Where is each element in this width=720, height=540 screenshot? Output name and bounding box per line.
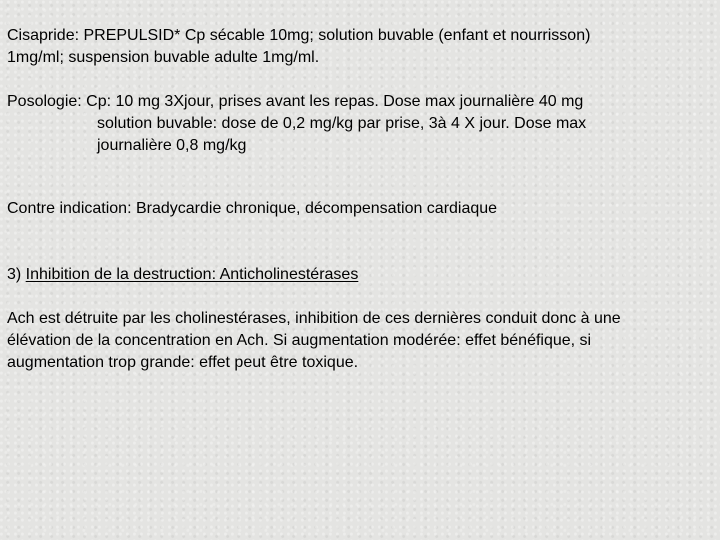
contraindication-text: Contre indication: Bradycardie chronique, décompensation cardiaque <box>7 200 498 217</box>
section-3-title: Inhibition de la destruction: Anticholinestérases <box>25 266 359 283</box>
section-3-heading <box>7 264 358 286</box>
posology-line-3: journalière 0,8 mg/kg <box>97 137 247 154</box>
drug-line-1: Cisapride: PREPULSID* Cp sécable 10mg; solution buvable (enfant et nourrisson) <box>7 27 591 44</box>
ach-line-1: Ach est détruite par les cholinestérases, inhibition de ces dernières conduit donc à une <box>7 310 621 327</box>
posology-paragraph <box>7 91 586 157</box>
section-3-number: 3) <box>7 266 26 283</box>
drug-line-2: 1mg/ml; suspension buvable adulte 1mg/ml. <box>7 49 320 66</box>
posology-line-1: Posologie: Cp: 10 mg 3Xjour, prises avant les repas. Dose max journalière 40 mg <box>7 93 584 110</box>
posology-line-2: solution buvable: dose de 0,2 mg/kg par prise, 3à 4 X jour. Dose max <box>97 115 587 132</box>
ach-line-2: élévation de la concentration en Ach. Si augmentation modérée: effet bénéfique, si <box>7 332 592 349</box>
ach-paragraph <box>7 308 621 374</box>
ach-line-3: augmentation trop grande: effet peut être toxique. <box>7 354 359 371</box>
contraindication-paragraph <box>7 198 497 220</box>
slide-content <box>7 0 713 540</box>
drug-paragraph <box>7 25 590 69</box>
